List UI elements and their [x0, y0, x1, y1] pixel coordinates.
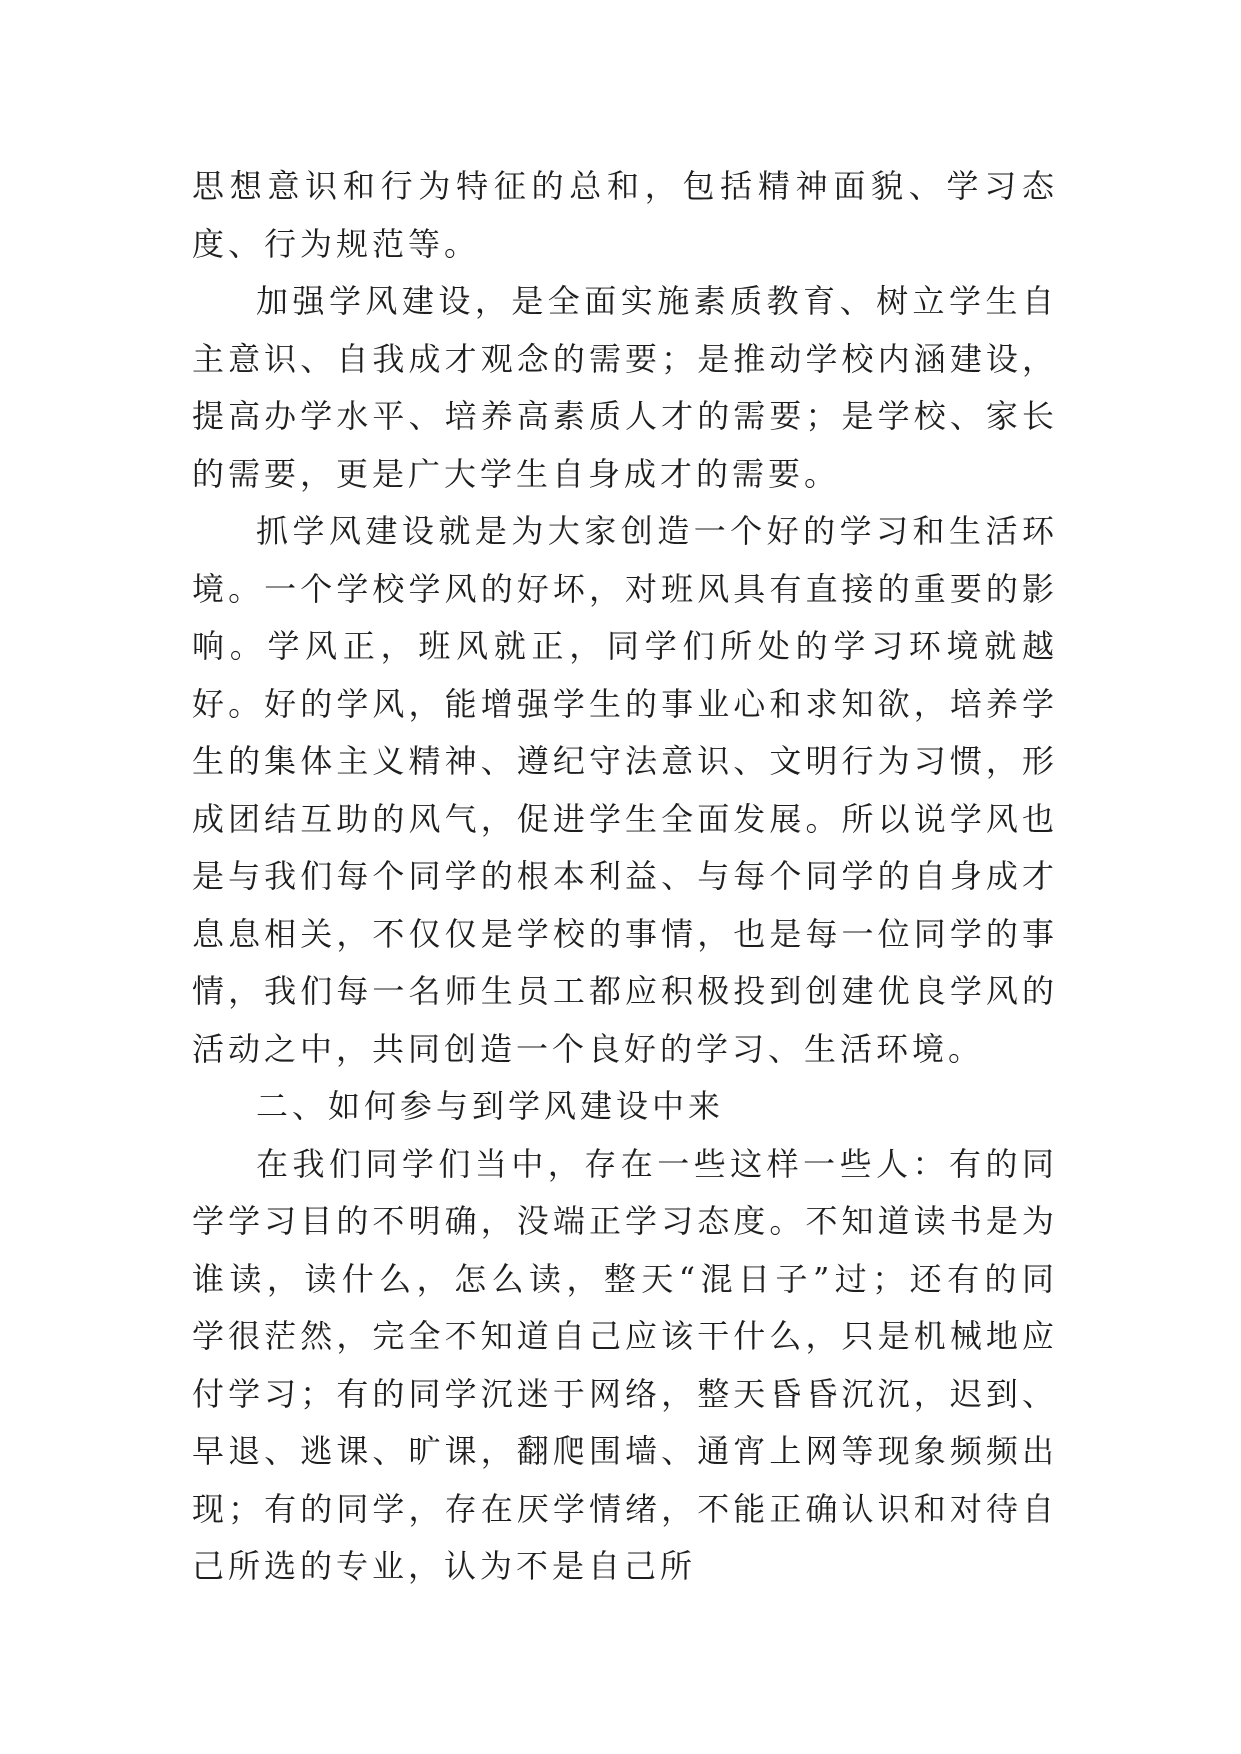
paragraph-continuation: 思想意识和行为特征的总和，包括精神面貌、学习态度、行为规范等。 — [192, 167, 1058, 263]
paragraph-study-environment: 抓学风建设就是为大家创造一个好的学习和生活环境。一个学校学风的好坏，对班风具有直接的重要的影响。学风正，班风就正，同学们所处的学习环境就越好。好的学风，能增强学生的事业心和求知欲，培养学生的集体主义精神、遵纪守法意识、文明行为习惯，形成团结互助的风气，促进学生全面发展。所以说学风也是与我们每个同学的根本利益、与每个同学的自身成才息息相关，不仅仅是学校的事情，也是每一位同学的事情，我们每一名师生员工都应积极投到创建优良学风的活动之中，共同创造一个良好的学习、生活环境。 — [192, 512, 1058, 1068]
document-body — [192, 158, 1058, 1596]
paragraph-student-problems: 在我们同学们当中，存在一些这样一些人：有的同学学习目的不明确，没端正学习态度。不知道读书是为谁读，读什么，怎么读，整天“混日子”过；还有的同学很茫然，完全不知道自己应该干什么，只是机械地应付学习；有的同学沉迷于网络，整天昏昏沉沉，迟到、早退、逃课、旷课，翻爬围墙、通宵上网等现象频频出现；有的同学，存在厌学情绪，不能正确认识和对待自己所选的专业，认为不是自己所 — [192, 1144, 1058, 1585]
paragraph-study-style-importance: 加强学风建设，是全面实施素质教育、树立学生自主意识、自我成才观念的需要；是推动学校内涵建设，提高办学水平、培养高素质人才的需要；是学校、家长的需要，更是广大学生自身成才的需要。 — [192, 282, 1058, 493]
section-heading: 二、如何参与到学风建设中来 — [256, 1087, 725, 1125]
